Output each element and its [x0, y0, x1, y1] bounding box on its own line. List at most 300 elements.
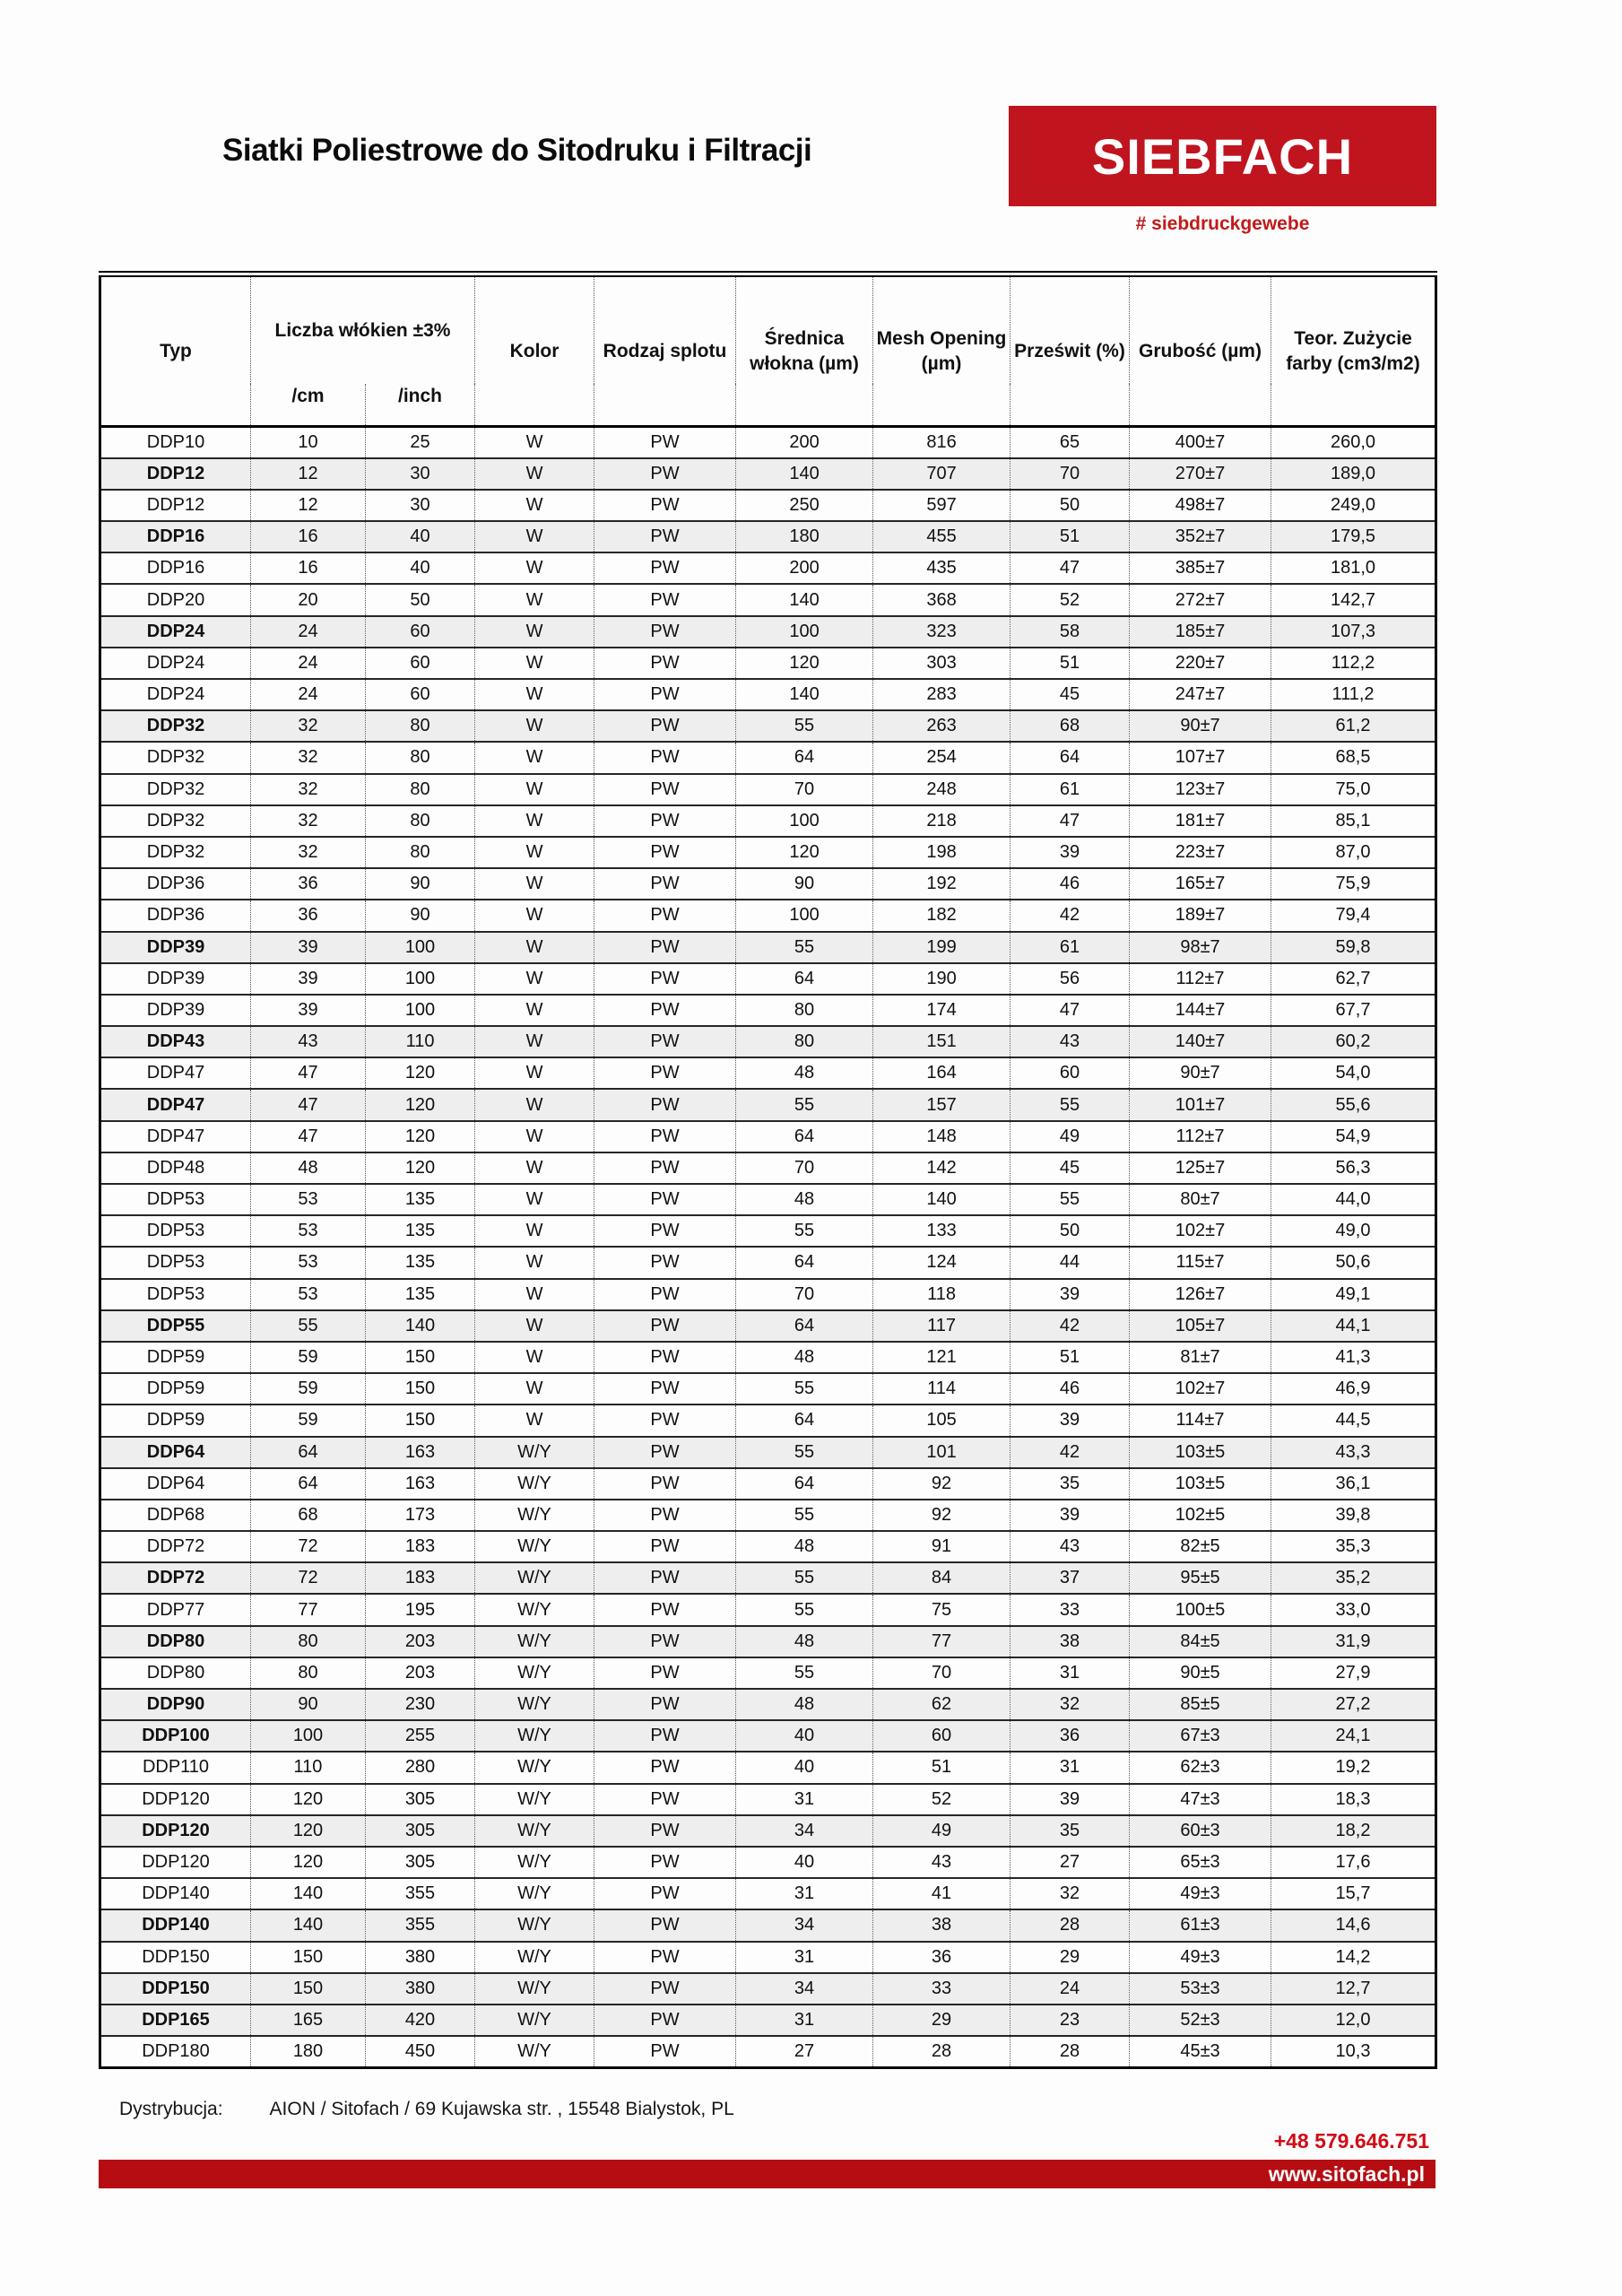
cell-zuzycie_cm3m2: 33,0	[1271, 1594, 1436, 1625]
cell-cm: 47	[251, 1121, 366, 1152]
cell-zuzycie_cm3m2: 54,0	[1271, 1057, 1436, 1089]
cell-srednica_um: 100	[736, 616, 873, 648]
table-row	[100, 1437, 1436, 1468]
siebfach-logo: SIEBFACH	[1009, 106, 1436, 206]
cell-grubosc_um: 98±7	[1130, 932, 1271, 963]
cell-srednica_um: 48	[736, 1626, 873, 1657]
cell-kolor: W/Y	[475, 1784, 594, 1815]
cell-zuzycie_cm3m2: 24,1	[1271, 1720, 1436, 1752]
cell-mesh_opening_um: 51	[873, 1752, 1010, 1783]
cell-zuzycie_cm3m2: 19,2	[1271, 1752, 1436, 1783]
cell-zuzycie_cm3m2: 35,2	[1271, 1562, 1436, 1594]
cell-kolor: W	[475, 1310, 594, 1342]
cell-srednica_um: 55	[736, 1373, 873, 1405]
cell-splot: PW	[594, 1562, 736, 1594]
cell-cm: 48	[251, 1152, 366, 1184]
cell-splot: PW	[594, 1878, 736, 1909]
table-row	[100, 1562, 1436, 1594]
cell-typ: DDP180	[100, 2036, 251, 2067]
cell-splot: PW	[594, 2005, 736, 2036]
cell-kolor: W	[475, 1405, 594, 1436]
cell-srednica_um: 31	[736, 1784, 873, 1815]
table-row	[100, 1089, 1436, 1120]
table-row	[100, 900, 1436, 931]
cell-srednica_um: 34	[736, 1973, 873, 2005]
cell-kolor: W	[475, 1373, 594, 1405]
cell-zuzycie_cm3m2: 27,9	[1271, 1657, 1436, 1689]
cell-mesh_opening_um: 92	[873, 1468, 1010, 1500]
table-row	[100, 521, 1436, 552]
cell-zuzycie_cm3m2: 112,2	[1271, 648, 1436, 679]
cell-splot: PW	[594, 1594, 736, 1625]
cell-mesh_opening_um: 70	[873, 1657, 1010, 1689]
cell-mesh_opening_um: 455	[873, 521, 1010, 552]
cell-splot: PW	[594, 963, 736, 995]
cell-srednica_um: 55	[736, 1215, 873, 1247]
cell-splot: PW	[594, 1720, 736, 1752]
cell-typ: DDP150	[100, 1942, 251, 1973]
cell-splot: PW	[594, 837, 736, 868]
table-row	[100, 1247, 1436, 1278]
cell-kolor: W/Y	[475, 1657, 594, 1689]
cell-splot: PW	[594, 1247, 736, 1278]
cell-kolor: W	[475, 1247, 594, 1278]
cell-zuzycie_cm3m2: 17,6	[1271, 1847, 1436, 1878]
cell-typ: DDP53	[100, 1279, 251, 1310]
cell-srednica_um: 27	[736, 2036, 873, 2067]
cell-przeswit_pct: 56	[1010, 963, 1130, 995]
cell-splot: PW	[594, 1437, 736, 1468]
cell-kolor: W/Y	[475, 1689, 594, 1720]
col-header-grubosc: Grubość (µm)	[1130, 274, 1271, 427]
cell-inch: 80	[366, 805, 475, 837]
cell-mesh_opening_um: 117	[873, 1310, 1010, 1342]
cell-srednica_um: 40	[736, 1847, 873, 1878]
cell-zuzycie_cm3m2: 111,2	[1271, 679, 1436, 710]
cell-srednica_um: 48	[736, 1689, 873, 1720]
cell-splot: PW	[594, 932, 736, 963]
mesh-spec-table	[99, 271, 1437, 2069]
cell-mesh_opening_um: 105	[873, 1405, 1010, 1436]
cell-przeswit_pct: 45	[1010, 679, 1130, 710]
cell-typ: DDP12	[100, 458, 251, 490]
cell-srednica_um: 48	[736, 1184, 873, 1215]
cell-typ: DDP24	[100, 679, 251, 710]
cell-inch: 80	[366, 710, 475, 742]
cell-przeswit_pct: 37	[1010, 1562, 1130, 1594]
cell-splot: PW	[594, 1689, 736, 1720]
cell-inch: 380	[366, 1942, 475, 1973]
cell-inch: 80	[366, 742, 475, 773]
cell-typ: DDP39	[100, 932, 251, 963]
cell-inch: 203	[366, 1657, 475, 1689]
table-row	[100, 1942, 1436, 1973]
cell-cm: 24	[251, 648, 366, 679]
cell-kolor: W	[475, 1184, 594, 1215]
cell-typ: DDP59	[100, 1405, 251, 1436]
cell-grubosc_um: 84±5	[1130, 1626, 1271, 1657]
cell-typ: DDP140	[100, 1909, 251, 1941]
cell-kolor: W	[475, 1026, 594, 1057]
cell-grubosc_um: 144±7	[1130, 995, 1271, 1026]
cell-cm: 20	[251, 584, 366, 615]
cell-zuzycie_cm3m2: 12,7	[1271, 1973, 1436, 2005]
cell-splot: PW	[594, 1089, 736, 1120]
cell-kolor: W	[475, 1215, 594, 1247]
cell-przeswit_pct: 65	[1010, 427, 1130, 458]
cell-grubosc_um: 102±5	[1130, 1500, 1271, 1531]
cell-srednica_um: 200	[736, 427, 873, 458]
cell-kolor: W	[475, 963, 594, 995]
cell-typ: DDP32	[100, 774, 251, 805]
cell-przeswit_pct: 23	[1010, 2005, 1130, 2036]
cell-przeswit_pct: 35	[1010, 1815, 1130, 1847]
cell-zuzycie_cm3m2: 67,7	[1271, 995, 1436, 1026]
website-bar	[99, 2160, 1436, 2188]
cell-typ: DDP165	[100, 2005, 251, 2036]
cell-kolor: W	[475, 837, 594, 868]
cell-inch: 80	[366, 774, 475, 805]
cell-splot: PW	[594, 710, 736, 742]
cell-kolor: W	[475, 679, 594, 710]
cell-grubosc_um: 67±3	[1130, 1720, 1271, 1752]
cell-srednica_um: 55	[736, 1657, 873, 1689]
cell-inch: 30	[366, 490, 475, 521]
cell-kolor: W	[475, 616, 594, 648]
cell-zuzycie_cm3m2: 62,7	[1271, 963, 1436, 995]
subcol-header-inch: /inch	[366, 384, 475, 427]
cell-mesh_opening_um: 190	[873, 963, 1010, 995]
cell-kolor: W/Y	[475, 1531, 594, 1562]
cell-splot: PW	[594, 1752, 736, 1783]
cell-srednica_um: 55	[736, 710, 873, 742]
cell-przeswit_pct: 70	[1010, 458, 1130, 490]
cell-cm: 64	[251, 1468, 366, 1500]
cell-mesh_opening_um: 41	[873, 1878, 1010, 1909]
cell-splot: PW	[594, 1405, 736, 1436]
cell-inch: 195	[366, 1594, 475, 1625]
cell-przeswit_pct: 43	[1010, 1531, 1130, 1562]
cell-typ: DDP120	[100, 1815, 251, 1847]
cell-splot: PW	[594, 1657, 736, 1689]
cell-cm: 150	[251, 1973, 366, 2005]
cell-splot: PW	[594, 552, 736, 584]
cell-mesh_opening_um: 816	[873, 427, 1010, 458]
cell-grubosc_um: 126±7	[1130, 1279, 1271, 1310]
cell-typ: DDP24	[100, 648, 251, 679]
cell-grubosc_um: 114±7	[1130, 1405, 1271, 1436]
cell-kolor: W	[475, 648, 594, 679]
cell-przeswit_pct: 50	[1010, 1215, 1130, 1247]
cell-cm: 16	[251, 552, 366, 584]
cell-przeswit_pct: 58	[1010, 616, 1130, 648]
cell-mesh_opening_um: 121	[873, 1342, 1010, 1373]
cell-cm: 120	[251, 1784, 366, 1815]
cell-srednica_um: 64	[736, 1405, 873, 1436]
cell-srednica_um: 64	[736, 1247, 873, 1278]
cell-inch: 100	[366, 995, 475, 1026]
cell-zuzycie_cm3m2: 75,9	[1271, 868, 1436, 900]
cell-typ: DDP47	[100, 1089, 251, 1120]
cell-srednica_um: 48	[736, 1342, 873, 1373]
table-header	[100, 274, 1436, 427]
cell-kolor: W	[475, 995, 594, 1026]
cell-przeswit_pct: 39	[1010, 1784, 1130, 1815]
cell-grubosc_um: 103±5	[1130, 1468, 1271, 1500]
cell-typ: DDP80	[100, 1626, 251, 1657]
cell-inch: 183	[366, 1562, 475, 1594]
cell-grubosc_um: 102±7	[1130, 1373, 1271, 1405]
cell-grubosc_um: 223±7	[1130, 837, 1271, 868]
cell-inch: 60	[366, 616, 475, 648]
cell-przeswit_pct: 50	[1010, 490, 1130, 521]
cell-przeswit_pct: 51	[1010, 521, 1130, 552]
cell-inch: 135	[366, 1184, 475, 1215]
cell-splot: PW	[594, 1626, 736, 1657]
cell-zuzycie_cm3m2: 12,0	[1271, 2005, 1436, 2036]
cell-grubosc_um: 65±3	[1130, 1847, 1271, 1878]
cell-grubosc_um: 115±7	[1130, 1247, 1271, 1278]
cell-zuzycie_cm3m2: 142,7	[1271, 584, 1436, 615]
cell-mesh_opening_um: 140	[873, 1184, 1010, 1215]
cell-zuzycie_cm3m2: 49,1	[1271, 1279, 1436, 1310]
cell-srednica_um: 70	[736, 1279, 873, 1310]
cell-grubosc_um: 53±3	[1130, 1973, 1271, 2005]
cell-kolor: W	[475, 805, 594, 837]
cell-grubosc_um: 125±7	[1130, 1152, 1271, 1184]
cell-cm: 53	[251, 1184, 366, 1215]
cell-srednica_um: 120	[736, 648, 873, 679]
cell-grubosc_um: 95±5	[1130, 1562, 1271, 1594]
cell-typ: DDP55	[100, 1310, 251, 1342]
cell-zuzycie_cm3m2: 50,6	[1271, 1247, 1436, 1278]
cell-srednica_um: 100	[736, 900, 873, 931]
cell-splot: PW	[594, 1342, 736, 1373]
cell-mesh_opening_um: 118	[873, 1279, 1010, 1310]
cell-cm: 24	[251, 679, 366, 710]
cell-grubosc_um: 385±7	[1130, 552, 1271, 584]
table-row	[100, 458, 1436, 490]
cell-srednica_um: 64	[736, 1121, 873, 1152]
cell-grubosc_um: 140±7	[1130, 1026, 1271, 1057]
cell-kolor: W/Y	[475, 1973, 594, 2005]
cell-zuzycie_cm3m2: 181,0	[1271, 552, 1436, 584]
cell-splot: PW	[594, 648, 736, 679]
cell-kolor: W	[475, 521, 594, 552]
cell-zuzycie_cm3m2: 18,2	[1271, 1815, 1436, 1847]
table-body	[100, 427, 1436, 2068]
cell-inch: 450	[366, 2036, 475, 2067]
cell-typ: DDP80	[100, 1657, 251, 1689]
cell-zuzycie_cm3m2: 43,3	[1271, 1437, 1436, 1468]
cell-splot: PW	[594, 1057, 736, 1089]
cell-typ: DDP43	[100, 1026, 251, 1057]
cell-splot: PW	[594, 1468, 736, 1500]
cell-srednica_um: 34	[736, 1909, 873, 1941]
cell-zuzycie_cm3m2: 189,0	[1271, 458, 1436, 490]
col-header-liczba-wlokien: Liczba włókien ±3%	[251, 274, 475, 384]
table-row	[100, 995, 1436, 1026]
cell-przeswit_pct: 47	[1010, 805, 1130, 837]
cell-zuzycie_cm3m2: 35,3	[1271, 1531, 1436, 1562]
cell-cm: 39	[251, 995, 366, 1026]
col-header-zuzycie: Teor. Zużycie farby (cm3/m2)	[1271, 274, 1436, 427]
cell-kolor: W/Y	[475, 1909, 594, 1941]
cell-inch: 380	[366, 1973, 475, 2005]
cell-zuzycie_cm3m2: 14,2	[1271, 1942, 1436, 1973]
cell-inch: 150	[366, 1373, 475, 1405]
cell-splot: PW	[594, 1847, 736, 1878]
cell-inch: 163	[366, 1437, 475, 1468]
cell-typ: DDP72	[100, 1531, 251, 1562]
cell-grubosc_um: 49±3	[1130, 1878, 1271, 1909]
cell-zuzycie_cm3m2: 60,2	[1271, 1026, 1436, 1057]
cell-splot: PW	[594, 1531, 736, 1562]
cell-przeswit_pct: 60	[1010, 1057, 1130, 1089]
cell-kolor: W	[475, 774, 594, 805]
cell-typ: DDP39	[100, 963, 251, 995]
cell-srednica_um: 100	[736, 805, 873, 837]
table-row	[100, 710, 1436, 742]
cell-srednica_um: 48	[736, 1057, 873, 1089]
cell-kolor: W/Y	[475, 1437, 594, 1468]
cell-przeswit_pct: 42	[1010, 1310, 1130, 1342]
cell-grubosc_um: 185±7	[1130, 616, 1271, 648]
cell-splot: PW	[594, 805, 736, 837]
cell-przeswit_pct: 29	[1010, 1942, 1130, 1973]
col-header-srednica: Średnica włokna (µm)	[736, 274, 873, 427]
cell-przeswit_pct: 39	[1010, 1279, 1130, 1310]
cell-inch: 135	[366, 1279, 475, 1310]
subcol-header-cm: /cm	[251, 384, 366, 427]
table-row	[100, 584, 1436, 615]
table-row	[100, 427, 1436, 458]
cell-przeswit_pct: 64	[1010, 742, 1130, 773]
table-row	[100, 805, 1436, 837]
cell-mesh_opening_um: 164	[873, 1057, 1010, 1089]
cell-srednica_um: 90	[736, 868, 873, 900]
cell-przeswit_pct: 47	[1010, 995, 1130, 1026]
cell-inch: 230	[366, 1689, 475, 1720]
cell-przeswit_pct: 47	[1010, 552, 1130, 584]
cell-splot: PW	[594, 1815, 736, 1847]
cell-splot: PW	[594, 1909, 736, 1941]
cell-cm: 59	[251, 1342, 366, 1373]
cell-zuzycie_cm3m2: 68,5	[1271, 742, 1436, 773]
table-row	[100, 1500, 1436, 1531]
cell-typ: DDP47	[100, 1057, 251, 1089]
cell-kolor: W	[475, 1089, 594, 1120]
cell-grubosc_um: 165±7	[1130, 868, 1271, 900]
cell-przeswit_pct: 52	[1010, 584, 1130, 615]
table-row	[100, 1815, 1436, 1847]
cell-kolor: W/Y	[475, 1468, 594, 1500]
cell-inch: 280	[366, 1752, 475, 1783]
cell-typ: DDP16	[100, 552, 251, 584]
cell-cm: 39	[251, 932, 366, 963]
cell-mesh_opening_um: 323	[873, 616, 1010, 648]
cell-kolor: W/Y	[475, 1626, 594, 1657]
cell-przeswit_pct: 46	[1010, 1373, 1130, 1405]
cell-mesh_opening_um: 597	[873, 490, 1010, 521]
cell-przeswit_pct: 39	[1010, 837, 1130, 868]
table-row	[100, 1784, 1436, 1815]
cell-przeswit_pct: 24	[1010, 1973, 1130, 2005]
cell-kolor: W/Y	[475, 1815, 594, 1847]
cell-kolor: W	[475, 868, 594, 900]
cell-splot: PW	[594, 1310, 736, 1342]
cell-inch: 120	[366, 1152, 475, 1184]
table-row	[100, 963, 1436, 995]
cell-cm: 120	[251, 1847, 366, 1878]
cell-grubosc_um: 102±7	[1130, 1215, 1271, 1247]
cell-mesh_opening_um: 75	[873, 1594, 1010, 1625]
cell-kolor: W/Y	[475, 1562, 594, 1594]
cell-grubosc_um: 247±7	[1130, 679, 1271, 710]
cell-splot: PW	[594, 2036, 736, 2067]
cell-srednica_um: 64	[736, 742, 873, 773]
cell-kolor: W/Y	[475, 1752, 594, 1783]
cell-cm: 36	[251, 900, 366, 931]
cell-typ: DDP53	[100, 1184, 251, 1215]
cell-mesh_opening_um: 62	[873, 1689, 1010, 1720]
cell-cm: 47	[251, 1089, 366, 1120]
cell-grubosc_um: 112±7	[1130, 1121, 1271, 1152]
cell-inch: 255	[366, 1720, 475, 1752]
cell-inch: 203	[366, 1626, 475, 1657]
cell-inch: 150	[366, 1405, 475, 1436]
cell-splot: PW	[594, 1026, 736, 1057]
cell-inch: 135	[366, 1215, 475, 1247]
cell-typ: DDP53	[100, 1215, 251, 1247]
table-row	[100, 679, 1436, 710]
cell-typ: DDP32	[100, 710, 251, 742]
table-row	[100, 1847, 1436, 1878]
cell-splot: PW	[594, 1279, 736, 1310]
cell-zuzycie_cm3m2: 14,6	[1271, 1909, 1436, 1941]
cell-przeswit_pct: 51	[1010, 648, 1130, 679]
cell-przeswit_pct: 38	[1010, 1626, 1130, 1657]
cell-inch: 60	[366, 648, 475, 679]
cell-splot: PW	[594, 1373, 736, 1405]
cell-typ: DDP10	[100, 427, 251, 458]
cell-cm: 90	[251, 1689, 366, 1720]
cell-zuzycie_cm3m2: 85,1	[1271, 805, 1436, 837]
cell-srednica_um: 55	[736, 1562, 873, 1594]
cell-splot: PW	[594, 1942, 736, 1973]
cell-przeswit_pct: 36	[1010, 1720, 1130, 1752]
cell-typ: DDP20	[100, 584, 251, 615]
cell-typ: DDP68	[100, 1500, 251, 1531]
cell-mesh_opening_um: 142	[873, 1152, 1010, 1184]
cell-mesh_opening_um: 84	[873, 1562, 1010, 1594]
cell-mesh_opening_um: 36	[873, 1942, 1010, 1973]
cell-przeswit_pct: 42	[1010, 1437, 1130, 1468]
table-row	[100, 868, 1436, 900]
cell-cm: 32	[251, 742, 366, 773]
cell-typ: DDP32	[100, 742, 251, 773]
cell-mesh_opening_um: 435	[873, 552, 1010, 584]
table-row	[100, 1057, 1436, 1089]
cell-typ: DDP53	[100, 1247, 251, 1278]
cell-mesh_opening_um: 101	[873, 1437, 1010, 1468]
cell-grubosc_um: 45±3	[1130, 2036, 1271, 2067]
cell-cm: 150	[251, 1942, 366, 1973]
cell-zuzycie_cm3m2: 15,7	[1271, 1878, 1436, 1909]
cell-kolor: W	[475, 710, 594, 742]
cell-mesh_opening_um: 198	[873, 837, 1010, 868]
cell-kolor: W	[475, 427, 594, 458]
